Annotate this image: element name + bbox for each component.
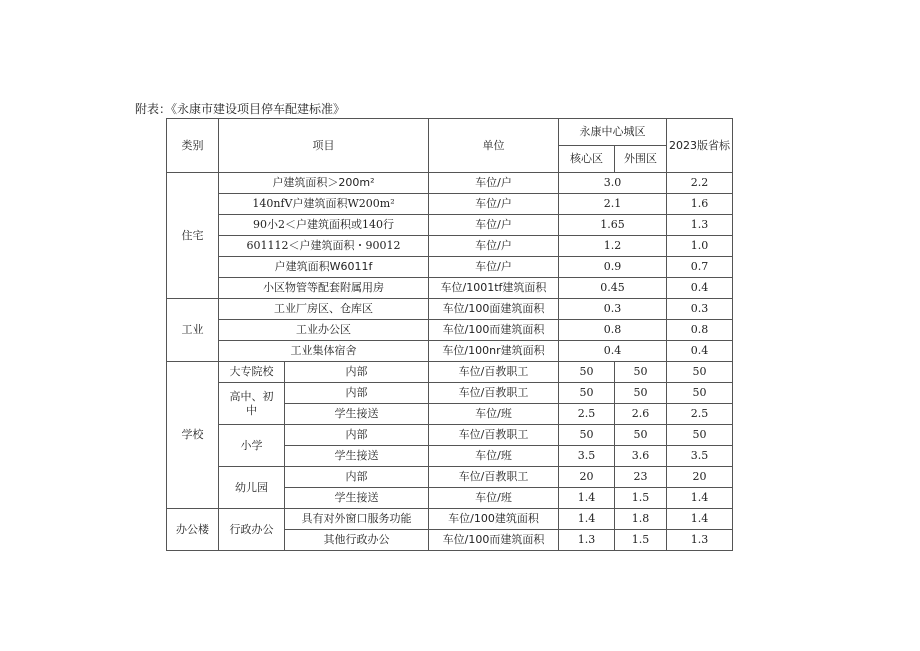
center-value: 1.2 [559, 236, 667, 257]
core-value: 1.4 [559, 488, 615, 509]
item-cell: 工业集体宿舍 [219, 341, 429, 362]
provincial-value: 1.3 [667, 215, 733, 236]
subcategory-kindergarten: 幼儿园 [219, 467, 285, 509]
provincial-value: 50 [667, 425, 733, 446]
periphery-value: 1.5 [615, 488, 667, 509]
periphery-value: 50 [615, 383, 667, 404]
center-value: 0.45 [559, 278, 667, 299]
item-cell: 内部 [285, 362, 429, 383]
item-cell: 内部 [285, 383, 429, 404]
table-row [167, 509, 733, 530]
header-yongkang-center: 永康中心城区 [559, 119, 667, 146]
item-cell: 其他行政办公 [285, 530, 429, 551]
periphery-value: 2.6 [615, 404, 667, 425]
item-cell: 小区物管等配套附属用房 [219, 278, 429, 299]
subcategory-primary-school: 小学 [219, 425, 285, 467]
unit-cell: 车位/班 [429, 446, 559, 467]
provincial-value: 2.2 [667, 173, 733, 194]
table-row [167, 320, 733, 341]
item-cell: 内部 [285, 467, 429, 488]
provincial-value: 2.5 [667, 404, 733, 425]
header-item: 项目 [219, 119, 429, 173]
table-caption: 附表：《永康市建设项目停车配建标准》 [135, 102, 346, 116]
center-value: 1.65 [559, 215, 667, 236]
unit-cell: 车位/户 [429, 257, 559, 278]
core-value: 50 [559, 362, 615, 383]
table-row [167, 278, 733, 299]
table-row [167, 425, 733, 446]
core-value: 50 [559, 425, 615, 446]
category-school: 学校 [167, 362, 219, 509]
provincial-value: 3.5 [667, 446, 733, 467]
table-row [167, 215, 733, 236]
periphery-value: 50 [615, 425, 667, 446]
provincial-value: 0.3 [667, 299, 733, 320]
subcategory-college: 大专院校 [219, 362, 285, 383]
unit-cell: 车位/百教职工 [429, 467, 559, 488]
provincial-value: 0.4 [667, 278, 733, 299]
unit-cell: 车位/户 [429, 173, 559, 194]
header-periphery: 外围区 [615, 146, 667, 173]
provincial-value: 0.7 [667, 257, 733, 278]
category-residential: 住宅 [167, 173, 219, 299]
item-cell: 户建筑面积W6011f [219, 257, 429, 278]
center-value: 0.3 [559, 299, 667, 320]
provincial-value: 1.4 [667, 509, 733, 530]
provincial-value: 0.8 [667, 320, 733, 341]
item-cell: 学生接送 [285, 488, 429, 509]
unit-cell: 车位/100面建筑面积 [429, 299, 559, 320]
table-row [167, 362, 733, 383]
unit-cell: 车位/百教职工 [429, 425, 559, 446]
core-value: 1.3 [559, 530, 615, 551]
unit-cell: 车位/户 [429, 215, 559, 236]
parking-standard-table [166, 118, 733, 551]
core-value: 20 [559, 467, 615, 488]
subcategory-admin-office: 行政办公 [219, 509, 285, 551]
center-value: 0.9 [559, 257, 667, 278]
unit-cell: 车位/100建筑面积 [429, 509, 559, 530]
provincial-value: 1.0 [667, 236, 733, 257]
provincial-value: 50 [667, 383, 733, 404]
header-unit: 单位 [429, 119, 559, 173]
header-row [167, 119, 733, 146]
item-cell: 内部 [285, 425, 429, 446]
category-office: 办公楼 [167, 509, 219, 551]
table-row [167, 173, 733, 194]
unit-cell: 车位/户 [429, 236, 559, 257]
category-industry: 工业 [167, 299, 219, 362]
table-row [167, 383, 733, 404]
periphery-value: 23 [615, 467, 667, 488]
unit-cell: 车位/1001tf建筑面积 [429, 278, 559, 299]
unit-cell: 车位/百教职工 [429, 383, 559, 404]
table-row [167, 467, 733, 488]
provincial-value: 1.6 [667, 194, 733, 215]
item-cell: 140nfV户建筑面积W200m² [219, 194, 429, 215]
table-row [167, 257, 733, 278]
unit-cell: 车位/户 [429, 194, 559, 215]
table-row [167, 299, 733, 320]
table-row [167, 341, 733, 362]
center-value: 3.0 [559, 173, 667, 194]
header-category: 类别 [167, 119, 219, 173]
core-value: 3.5 [559, 446, 615, 467]
provincial-value: 0.4 [667, 341, 733, 362]
item-cell: 90小2＜户建筑面积或140行 [219, 215, 429, 236]
provincial-value: 1.4 [667, 488, 733, 509]
periphery-value: 1.5 [615, 530, 667, 551]
unit-cell: 车位/班 [429, 488, 559, 509]
header-core: 核心区 [559, 146, 615, 173]
center-value: 0.8 [559, 320, 667, 341]
provincial-value: 1.3 [667, 530, 733, 551]
core-value: 1.4 [559, 509, 615, 530]
provincial-value: 20 [667, 467, 733, 488]
subcategory-middle-school: 高中、初中 [219, 383, 285, 425]
periphery-value: 50 [615, 362, 667, 383]
provincial-value: 50 [667, 362, 733, 383]
table-row [167, 194, 733, 215]
unit-cell: 车位/100而建筑面积 [429, 530, 559, 551]
periphery-value: 1.8 [615, 509, 667, 530]
item-cell: 学生接送 [285, 446, 429, 467]
unit-cell: 车位/100nr建筑面积 [429, 341, 559, 362]
item-cell: 工业办公区 [219, 320, 429, 341]
unit-cell: 车位/班 [429, 404, 559, 425]
item-cell: 户建筑面积＞200m² [219, 173, 429, 194]
item-cell: 601112＜户建筑面积・90012 [219, 236, 429, 257]
item-cell: 学生接送 [285, 404, 429, 425]
item-cell: 具有对外窗口服务功能 [285, 509, 429, 530]
unit-cell: 车位/百教职工 [429, 362, 559, 383]
center-value: 0.4 [559, 341, 667, 362]
unit-cell: 车位/100而建筑面积 [429, 320, 559, 341]
item-cell: 工业厂房区、仓库区 [219, 299, 429, 320]
table-row [167, 236, 733, 257]
center-value: 2.1 [559, 194, 667, 215]
header-provincial: 2023版省标 [667, 119, 733, 173]
periphery-value: 3.6 [615, 446, 667, 467]
core-value: 2.5 [559, 404, 615, 425]
core-value: 50 [559, 383, 615, 404]
